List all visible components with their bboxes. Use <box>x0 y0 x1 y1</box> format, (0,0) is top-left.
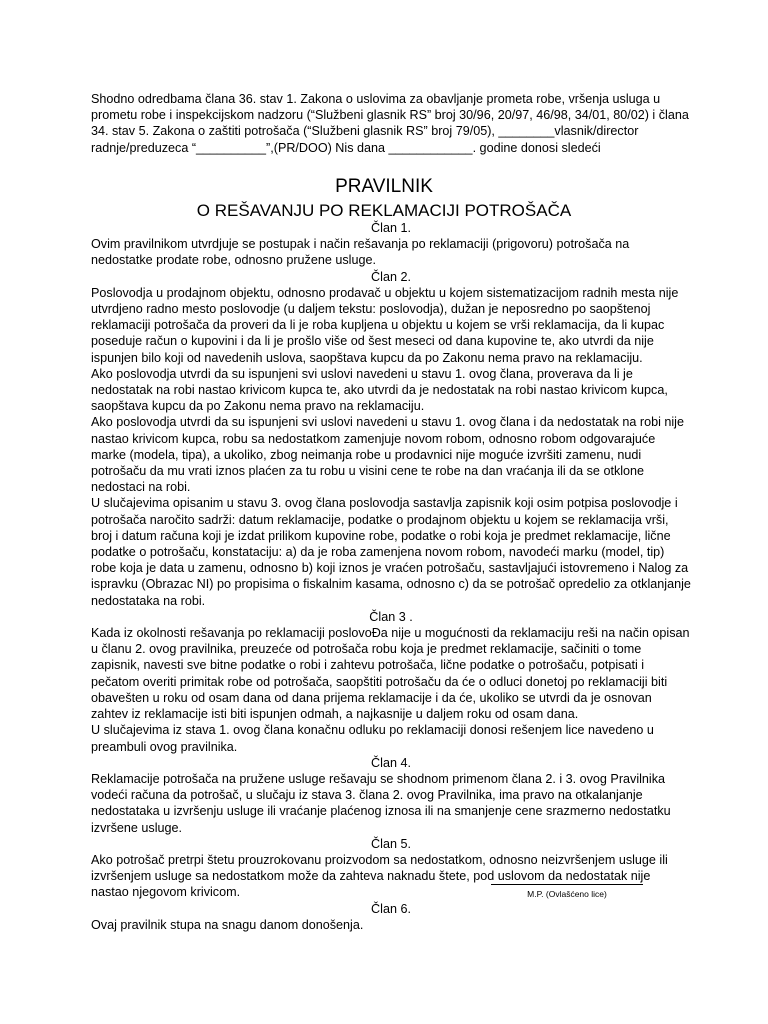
signature-caption: M.P. (Ovlašćeno lice) <box>527 889 607 899</box>
clan-2-paragraph-3: Ako poslovodja utvrdi da su ispunjeni svi uslovi navedeni u stavu 1. ovog člana i da nedostatak na robi nije nastao krivicom kupca, robu sa nedostatkom zamenjuje novom robom, odnosno robom odgovarajuće marke (modela, tipa), a ukoliko, zbog neimanja robe u prodavnici nije moguće izvršiti zamenu, nudi potrošaču da mu vrati iznos plaćen za tu robu u visini cene te robe na dan vraćanja ili da se otklone nedostaci na robi. <box>91 415 684 495</box>
preamble-paragraph: Shodno odredbama člana 36. stav 1. Zakona o uslovima za obavljanje prometa robe, vršenja usluga u prometu robe i inspekcijskom nadzoru (“Službeni glasnik RS” broj 30/96, 20/97, 46/98, 34/01, 80/02) i člana 34. stav 5. Zakona o zaštiti potrošača (“Službeni glasnik RS” broj 79/05), ________vlasnik/director radnje/preduzeca “__________”,(PR/DOO) Nis dana ____________. godine donosi sledeći <box>91 92 689 155</box>
clan-1-paragraph: Ovim pravilnikom utvrdjuje se postupak i način rešavanja po reklamaciji (prigovoru) potrošača na nedostatke prodate robe, odnosno pružene usluge. <box>91 237 630 268</box>
clan-4-paragraph: Reklamacije potrošača na pružene usluge rešavaju se shodnom primenom člana 2. i 3. ovog Pravilnika vodeći računa da potrošač, u slučaju iz stava 3. člana 2. ovog Pravilnika, ima pravo na otkalanjanje nedostataka u izvršenju usluge ili vraćanje plaćenog iznosa ili na smanjenje cene srazmerno nedostatku izvršene usluge. <box>91 771 671 835</box>
clan-6-paragraph: Ovaj pravilnik stupa na snagu danom donošenja. <box>91 917 364 932</box>
clan-2-paragraph-1: Poslovodja u prodajnom objektu, odnosno prodavač u objektu u kojem sistematizacijom radnih mesta nije utvrdjeno radno mesto poslovodje (u daljem tekstu: poslovodja), dužan je neposredno po saopštenoj reklamaciji potrošača da proveri da li je roba kupljena u objektu u kojem se vrši reklamacija, da li kupac poseduje račun o kupovini i da li je prošlo više od šest meseci od dana kupovine te, ako utvrdi da nije ispunjen bilo koji od navedenih uslova, saopštava kupcu da po Zakonu nema pravo na reklamaciju. <box>91 285 679 365</box>
clan-6-heading: Član 6. <box>371 901 411 916</box>
document-subtitle: O REŠAVANJU PO REKLAMACIJI POTROŠAČA <box>196 201 572 220</box>
clan-5-heading: Član 5. <box>371 836 411 851</box>
clan-2-paragraph-2: Ako poslovodja utvrdi da su ispunjeni svi uslovi navedeni u stavu 1. ovog člana, proverava da li je nedostatak na robi nastao krivicom kupca te, ako utvrdi da je nedostatak na robi nastao krivicom kupca, saopštava kupcu da po Zakonu nema pravo na reklamaciju. <box>91 366 668 414</box>
clan-2-heading: Član 2. <box>371 269 411 284</box>
clan-3-paragraph-2: U slučajevima iz stava 1. ovog člana konačnu odluku po reklamaciji donosi rešenjem lice navedeno u preambuli ovog pravilnika. <box>91 723 654 754</box>
document-body <box>91 220 691 933</box>
clan-3-heading: Član 3 . <box>369 609 413 624</box>
clan-2-paragraph-4: U slučajevima opisanim u stavu 3. ovog člana poslovodja sastavlja zapisnik koji osim potpisa poslovodje i potrošača naročito sadrži: datum reklamacije, podatke o prodajnom objektu u kojem se reklamacija vrši, broj i datum računa koji je izdat prilikom kupovine robe, podatke o robi koja je predmet reklamacije, lične podatke o potrošaču, konstataciju: a) da je roba zamenjena novom robom, navodeći marku (model, tip) robe koja je data u zamenu, odnosno b) koji iznos je vraćen potrošaču, sastavljajući istovremeno i Nalog za ispravku (Obrazac NI) po propisima o fiskalnim kasama, odnosno c) da se potrošač opredelio za otklanjanje nedostataka na robi. <box>91 496 691 608</box>
clan-3-paragraph-1: Kada iz okolnosti rešavanja po reklamaciji poslovoĐa nije u mogućnosti da reklamaciju reši na način opisan u članu 2. ovog pravilnika, preuzeće od potrošača robu koja je predmet reklamacije, sačiniti o tome zapisnik, navesti sve bitne podatke o robi i zahtevu potrošača, lične podatke o potrošaču, potpisati i pečatom overiti primitak robe od potrošača, saopštiti potrošaču da će o odluci donetoj po reklamaciji biti obavešten u roku od osam dana od dana prijema reklamacije i da će, ukoliko se utvrdi da je osnovan zahtev iz reklamacije isti biti ispunjen odmah, a najkasnije u daljem roku od osam dana. <box>91 626 690 722</box>
clan-4-heading: Član 4. <box>371 755 411 770</box>
clan-5-paragraph: Ako potrošač pretrpi štetu prouzrokovanu proizvodom sa nedostatkom, odnosno neizvršenjem usluge ili izvršenjem usluge sa nedostatkom može da zahteva naknadu štete, pod uslovom da nedostatak nije nastao njegovom krivicom. <box>91 852 668 900</box>
document-title: PRAVILNIK <box>335 176 433 197</box>
clan-1-heading: Član 1. <box>371 221 411 235</box>
signature-line <box>491 884 643 885</box>
